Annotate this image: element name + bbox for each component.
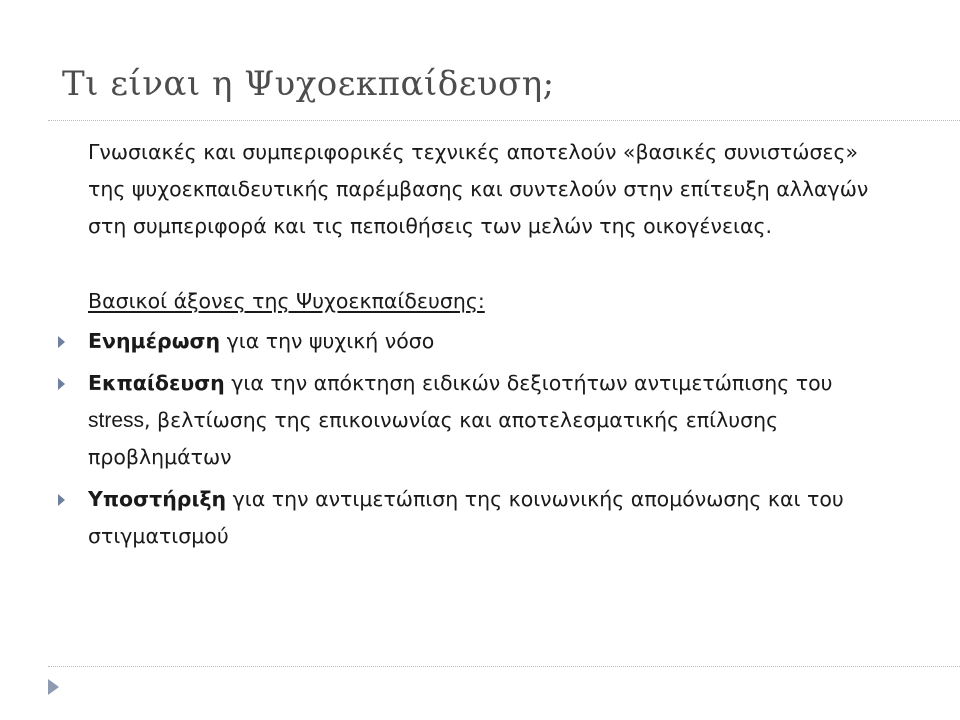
bullet-item-1 [88, 323, 888, 360]
bullet-text-continued: , βελτίωσης της επικοινωνίας και αποτελεσματικής επίλυσης προβλημάτων [88, 408, 779, 469]
axes-heading: Βασικοί άξονες της Ψυχοεκπαίδευσης: [88, 289, 485, 313]
bullet-text: για την ψυχική νόσο [220, 329, 435, 353]
triangle-right-icon [58, 336, 65, 348]
triangle-right-icon [48, 679, 59, 695]
triangle-right-icon [58, 378, 65, 390]
bullet-keyword: Ενημέρωση [88, 329, 221, 353]
footer-divider [48, 666, 960, 667]
triangle-right-icon [58, 494, 65, 506]
bullet-item-2 [88, 365, 888, 476]
bullet-text: για την αντιμετώπιση της κοινωνικής απομόνωσης και του στιγματισμού [88, 487, 844, 548]
title-divider [48, 120, 960, 121]
bullet-text: για την απόκτηση ειδικών δεξιοτήτων αντιμετώπισης του [224, 371, 833, 395]
bullet-keyword: Εκπαίδευση [88, 371, 225, 395]
bullet-keyword: Υποστήριξη [88, 487, 227, 511]
spacer [88, 245, 888, 283]
intro-paragraph: Γνωσιακές και συμπεριφορικές τεχνικές αποτελούν «βασικές συνιστώσες» της ψυχοεκπαιδευτικής παρέμβασης και συντελούν στην επίτευξη αλλαγών στη συμπεριφορά και τις πεποιθήσεις των μελών της οικογένειας. [88, 140, 869, 238]
bullet-latin-word: stress [88, 409, 145, 432]
slide-title: Τι είναι η Ψυχοεκπαίδευση; [62, 64, 555, 104]
bullet-item-3 [88, 481, 888, 555]
slide-body [88, 134, 888, 555]
